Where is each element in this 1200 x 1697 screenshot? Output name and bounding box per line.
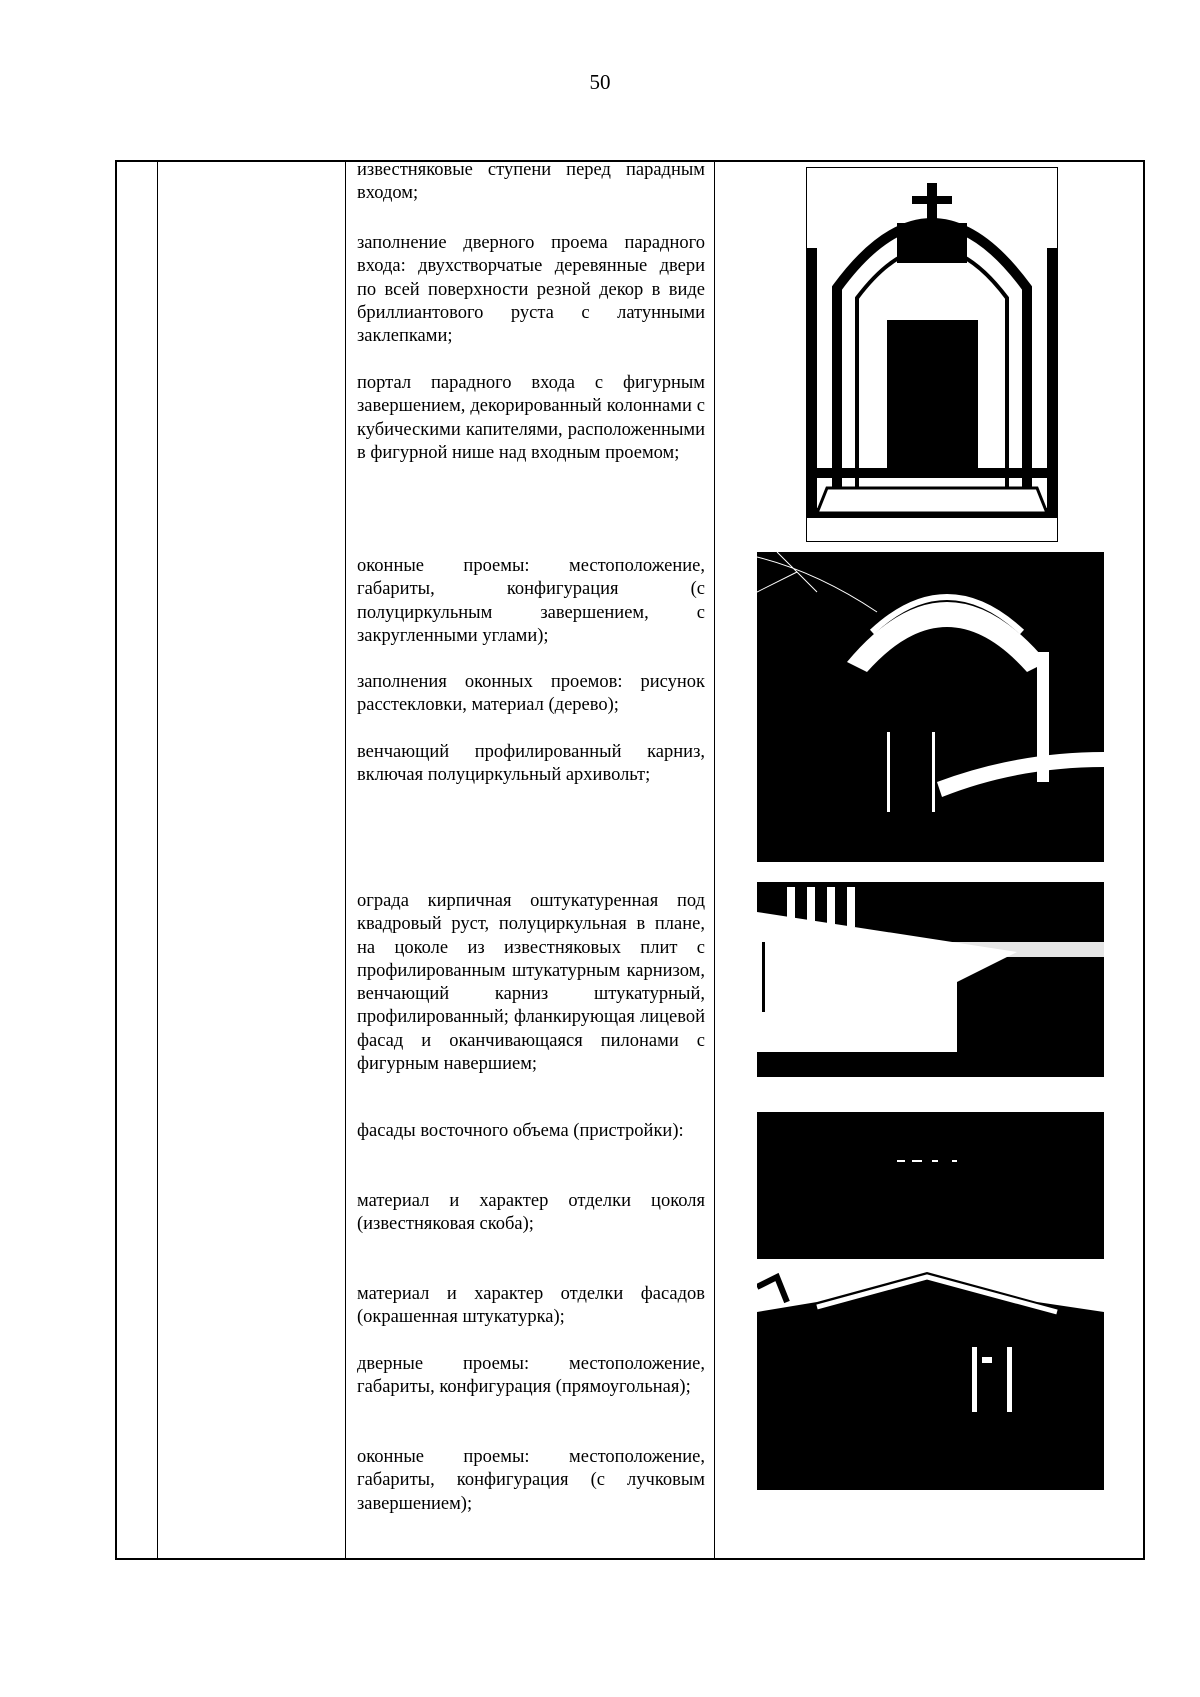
heritage-elements-table: [115, 160, 1145, 1560]
paragraph-window-fill: заполнения оконных проемов: рисунок расстекловки, материал (дерево);: [357, 672, 705, 716]
paragraph-steps: известняковые ступени перед парадным входом;: [357, 160, 705, 204]
column-divider-1: [157, 162, 158, 1558]
paragraph-door-fill: заполнение дверного проема парадного входа: двухстворчатые деревянные двери по всей поверхности резной декор в виде бриллиантового руста с латунными заклепками;: [357, 233, 705, 347]
photo-fence: [757, 882, 1104, 1077]
description-column: [357, 162, 705, 1558]
photo-extension: [757, 1272, 1104, 1490]
column-divider-2: [345, 162, 346, 1558]
paragraph-doors: дверные проемы: местоположение, габариты, конфигурация (прямоугольная);: [357, 1354, 705, 1398]
photo-portal: [806, 167, 1058, 542]
paragraph-fence: ограда кирпичная оштукатуренная под квадровый руст, полуциркульная в плане, на цоколе из известняковых плит с профилированным штукатурным карнизом, венчающий карниз штукатурный, профилированный; фланкирующая лицевой фасад и оканчивающаяся пилонами с фигурным навершием;: [357, 891, 705, 1075]
photo-east-facade: [757, 1112, 1104, 1259]
column-divider-3: [714, 162, 715, 1558]
paragraph-east-windows: оконные проемы: местоположение, габариты, конфигурация (с лучковым завершением);: [357, 1447, 705, 1514]
paragraph-facade-finish: материал и характер отделки фасадов (окрашенная штукатурка);: [357, 1284, 705, 1328]
paragraph-east-facades: фасады восточного объема (пристройки):: [357, 1121, 684, 1141]
paragraph-portal: портал парадного входа с фигурным завершением, декорированный колоннами с кубическими капителями, расположенными в фигурной нише над входным проемом;: [357, 373, 705, 463]
photo-window: [757, 552, 1104, 862]
paragraph-plinth: материал и характер отделки цоколя (известняковая скоба);: [357, 1191, 705, 1235]
paragraph-windows: оконные проемы: местоположение, габариты, конфигурация (с полуциркульным завершением, с закругленными углами);: [357, 556, 705, 646]
page-number: 50: [589, 70, 611, 94]
paragraph-cornice: венчающий профилированный карниз, включая полуциркульный архивольт;: [357, 742, 705, 786]
